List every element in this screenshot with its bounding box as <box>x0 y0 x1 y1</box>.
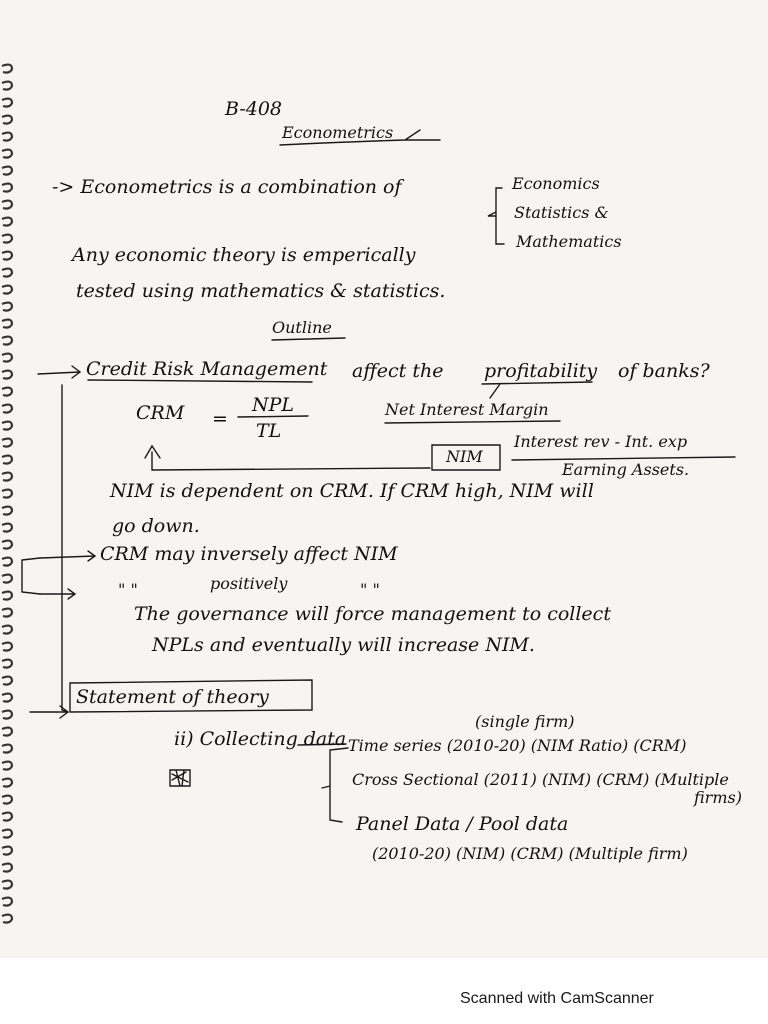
question-crm: Credit Risk Management <box>86 358 328 380</box>
statement-arrow <box>30 706 68 718</box>
inverse-arrow <box>40 551 95 561</box>
crm-denominator: TL <box>256 420 282 442</box>
components-brace <box>488 188 504 244</box>
profitability-underline <box>482 382 592 398</box>
component-item: Economics <box>512 174 600 193</box>
governance-line: The governance will force management to collect <box>134 603 611 625</box>
page-code: B-408 <box>225 98 282 120</box>
time-series-line: Time series (2010-20) (NIM Ratio) (CRM) <box>348 736 687 755</box>
definition-line: -> Econometrics is a combination of <box>52 176 402 198</box>
panel-detail-line: (2010-20) (NIM) (CRM) (Multiple firm) <box>372 844 688 863</box>
scanner-watermark: Scanned with CamScanner <box>460 990 654 1007</box>
component-item: Statistics & <box>514 203 609 222</box>
component-item: Mathematics <box>516 232 622 251</box>
governance-line: NPLs and eventually will increase NIM. <box>152 634 535 656</box>
ditto-marks: " " <box>360 580 380 599</box>
statement-of-theory: Statement of theory <box>76 686 269 708</box>
nim-numerator: Interest rev - Int. exp <box>514 432 688 451</box>
inverse-bracket <box>22 558 40 594</box>
collecting-data: ii) Collecting data <box>174 728 347 750</box>
single-firm-note: (single firm) <box>475 712 575 731</box>
crm-underline <box>88 380 312 382</box>
dependency-line: NIM is dependent on CRM. If CRM high, NIM will <box>110 480 594 502</box>
nim-underline <box>385 421 560 423</box>
outline-underline <box>272 338 345 340</box>
cross-sectional-cont: firms) <box>694 788 742 807</box>
question-profitability: profitability <box>484 360 598 382</box>
theory-line: tested using mathematics & statistics. <box>76 280 446 302</box>
dependency-line: go down. <box>112 515 200 537</box>
outline-heading: Outline <box>272 318 332 337</box>
inverse-line: CRM may inversely affect NIM <box>100 543 398 565</box>
positive-arrow <box>40 589 75 599</box>
equals-sign: = <box>212 408 228 430</box>
theory-line: Any economic theory is emperically <box>72 244 416 266</box>
nim-full-name: Net Interest Margin <box>385 400 549 419</box>
crm-label: CRM <box>136 402 185 424</box>
data-brace <box>322 748 348 822</box>
panel-data-line: Panel Data / Pool data <box>356 813 569 835</box>
cross-sectional-line: Cross Sectional (2011) (NIM) (CRM) (Multiple <box>352 770 729 789</box>
crm-numerator: NPL <box>252 394 295 416</box>
outline-arrow <box>38 366 80 378</box>
question-text: affect the <box>352 360 444 382</box>
crm-fraction-bar <box>238 416 308 417</box>
left-bracket <box>62 385 68 712</box>
page-title: Econometrics <box>282 123 394 142</box>
nim-label: NIM <box>446 447 483 466</box>
nim-denominator: Earning Assets. <box>562 460 690 479</box>
question-end: of banks? <box>618 360 710 382</box>
crm-nim-link <box>145 446 430 470</box>
scribble-mark <box>170 770 190 786</box>
ditto-marks: " " <box>118 580 138 599</box>
positive-line: positively <box>210 574 288 593</box>
